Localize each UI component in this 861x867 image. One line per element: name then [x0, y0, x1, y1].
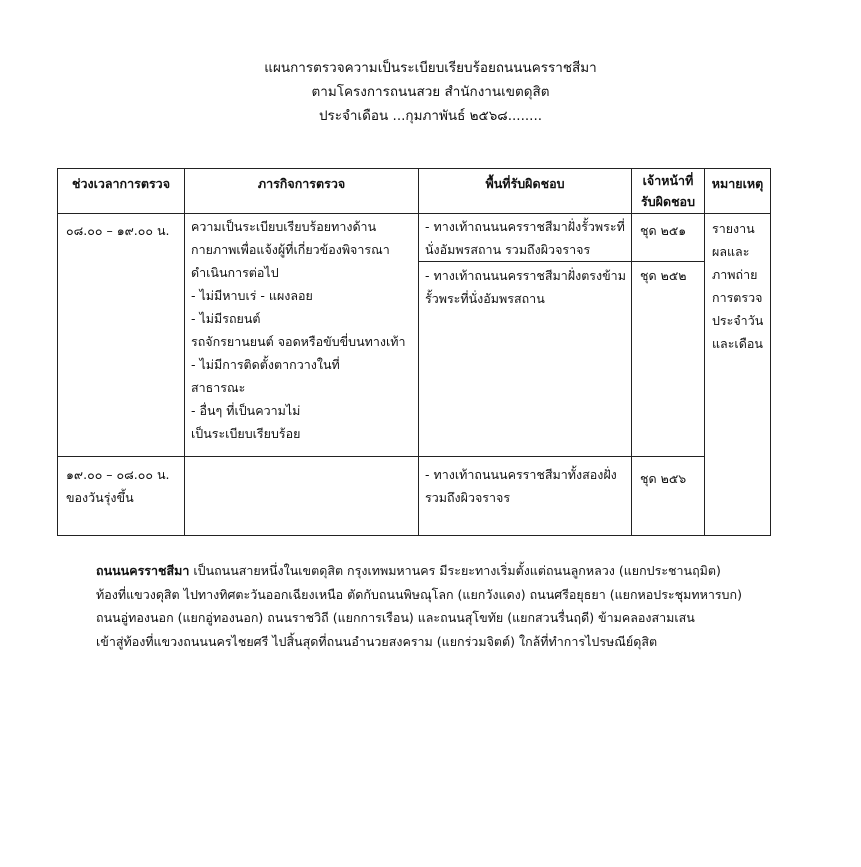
mission-line: - อื่นๆ ที่เป็นความไม่ [191, 403, 301, 418]
mission-line: - ไม่มีหาบเร่ - แผงลอย [191, 288, 313, 303]
remark-line: และเดือน [712, 336, 763, 351]
table-col-divider-1 [184, 168, 185, 536]
table-border-left [57, 168, 58, 536]
area-line: นั่งอัมพรสถาน รวมถึงผิวจราจร [425, 242, 591, 257]
paragraph-line-2: ท้องที่แขวงดุสิต ไปทางทิศตะวันออกเฉียงเหนือ ตัดกับถนนพิษณุโลก (แยกวังแดง) ถนนศรีอยุธยา (แยกหอประชุมทหารบก) [96, 586, 742, 602]
area-line: - ทางเท้าถนนนครราชสีมาฝั่งรั้วพระที่ [425, 219, 625, 234]
row2-area [425, 463, 617, 509]
time-line: ของวันรุ่งขึ้น [66, 490, 134, 505]
area-line: - ทางเท้าถนนนครราชสีมาทั้งสองฝั่ง [425, 467, 617, 482]
area-line: รั้วพระที่นั่งอัมพรสถาน [425, 291, 545, 306]
header-officer-line2: รับผิดชอบ [640, 194, 696, 209]
row1-officer-2: ชุด ๒๕๒ [640, 268, 687, 283]
table-col-divider-3 [631, 168, 632, 536]
paragraph-line-3: ถนนอู่ทองนอก (แยกอู่ทองนอก) ถนนราชวิถี (แยกการเรือน) และถนนสุโขทัย (แยกสวนรื่นฤดี) ข้ามคลองสามเสน [96, 610, 695, 625]
remark-line: ภาพถ่าย [712, 267, 758, 282]
row1-officer-1: ชุด ๒๕๑ [640, 223, 687, 238]
remark-line: ประจำวัน [712, 313, 764, 328]
table-border-bottom [57, 535, 771, 536]
header-officer-line1: เจ้าหน้าที่ [642, 173, 694, 188]
row1-area-2 [425, 264, 626, 310]
area-line: รวมถึงผิวจราจร [425, 490, 511, 505]
mission-line: รถจักรยานยนต์ จอดหรือขับขี่บนทางเท้า [191, 334, 406, 349]
remark-line: รายงาน [712, 221, 755, 236]
mission-line: - ไม่มีรถยนต์ [191, 311, 261, 326]
table-row-divider [57, 456, 704, 457]
area-line: - ทางเท้าถนนนครราชสีมาฝั่งตรงข้าม [425, 268, 626, 283]
paragraph-line-1-text: เป็นถนนสายหนึ่งในเขตดุสิต กรุงเทพมหานคร มีระยะทางเริ่มตั้งแต่ถนนลูกหลวง (แยกประชานฤมิต) [189, 563, 721, 578]
table-col-divider-4 [704, 168, 705, 536]
table-header-divider [57, 213, 771, 214]
document-title: แผนการตรวจความเป็นระเบียบเรียบร้อยถนนนครราชสีมา [264, 60, 597, 76]
row1-time: ๐๘.๐๐ – ๑๙.๐๐ น. [66, 223, 170, 238]
document-month: ประจำเดือน ...กุมภาพันธ์ ๒๕๖๘........ [318, 108, 543, 124]
mission-line: สาธารณะ [191, 380, 246, 395]
header-officer [632, 170, 704, 212]
row1-remark [712, 217, 763, 355]
road-description [96, 559, 796, 653]
table-border-top [57, 168, 771, 169]
table-area-divider [418, 261, 704, 262]
table-border-right [770, 168, 771, 536]
time-line: ๑๙.๐๐ – ๐๘.๐๐ น. [66, 467, 170, 482]
row2-time [66, 463, 170, 509]
row2-officer: ชุด ๒๕๖ [640, 471, 687, 486]
row1-mission [191, 215, 406, 445]
header-remark: หมายเหตุ [711, 176, 764, 191]
mission-line: กายภาพเพื่อแจ้งผู้ที่เกี่ยวข้องพิจารณา [191, 242, 390, 257]
remark-line: ผลและ [712, 244, 750, 259]
header-mission: ภารกิจการตรวจ [257, 176, 346, 191]
remark-line: การตรวจ [712, 290, 763, 305]
mission-line: ความเป็นระเบียบเรียบร้อยทางด้าน [191, 219, 377, 234]
mission-line: ดำเนินการต่อไป [191, 265, 279, 280]
row1-area-1 [425, 215, 625, 261]
paragraph-line-4: เข้าสู่ท้องที่แขวงถนนนครไชยศรี ไปสิ้นสุดที่ถนนอำนวยสงคราม (แยกร่วมจิตต์) ใกล้ที่ทำการไปรษณีย์ดุสิต [96, 633, 658, 649]
header-area: พื้นที่รับผิดชอบ [485, 176, 565, 191]
road-name: ถนนนครราชสีมา [96, 563, 190, 578]
mission-line: - ไม่มีการติดตั้งตากวางในที่ [191, 357, 340, 372]
header-time: ช่วงเวลาการตรวจ [71, 176, 171, 191]
mission-line: เป็นระเบียบเรียบร้อย [191, 426, 301, 441]
table-col-divider-2 [418, 168, 419, 536]
document-subtitle: ตามโครงการถนนสวย สำนักงานเขตดุสิต [311, 84, 550, 100]
paragraph-line-1 [96, 559, 796, 583]
